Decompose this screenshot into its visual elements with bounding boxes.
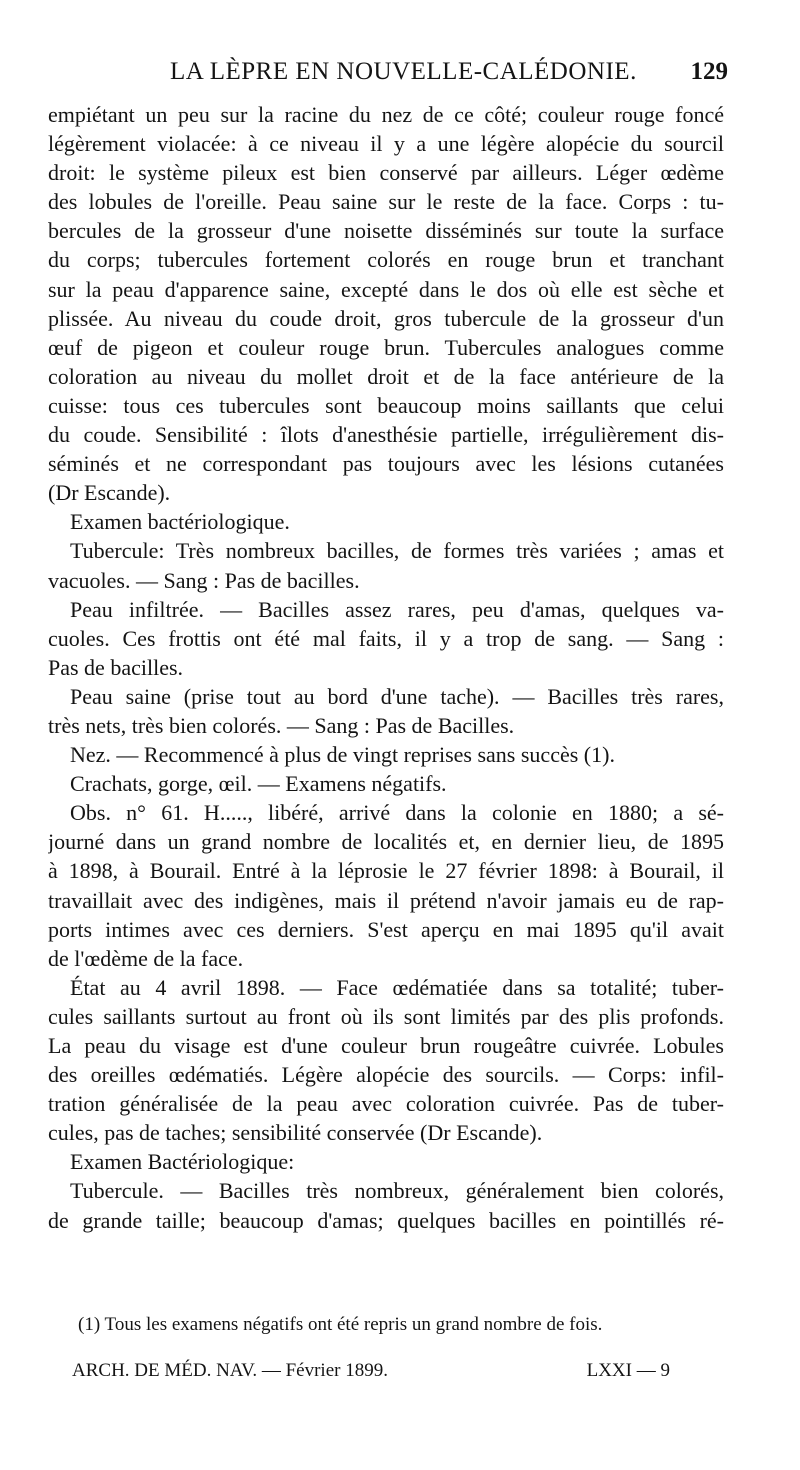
text-line: à 1898, à Bourail. Entré à la léprosie le 27 février 1898: à Bourail, il: [48, 858, 724, 884]
text-line: Peau saine (prise tout au bord d'une tache). — Bacilles très rares,: [70, 683, 724, 709]
text-line: cules saillants surtout au front où ils sont limités par des plis profonds.: [48, 1003, 724, 1029]
text-line: La peau du visage est d'une couleur brun rougeâtre cuivrée. Lobules: [48, 1033, 724, 1058]
volume-signature: LXXI — 9: [586, 1360, 670, 1381]
text-line: Examen Bactériologique:: [70, 1149, 295, 1175]
text-line: Pas de bacilles.: [48, 654, 184, 680]
text-line: droit: le système pileux est bien conservé par ailleurs. Léger œdème: [48, 160, 724, 186]
text-line: bercules de la grosseur d'une noisette disséminés sur toute la surface: [48, 218, 724, 244]
text-line: Crachats, gorge, œil. — Examens négatifs.: [70, 771, 447, 797]
running-title: LA LÈPRE EN NOUVELLE-CALÉDONIE.: [170, 58, 637, 85]
text-line: très nets, très bien colorés. — Sang : Pas de Bacilles.: [48, 712, 515, 738]
text-line: cules, pas de taches; sensibilité conservée (Dr Escande).: [48, 1120, 543, 1146]
page-number: 129: [690, 58, 728, 85]
text-line: ports intimes avec ces derniers. S'est aperçu en mai 1895 qu'il avait: [48, 916, 724, 942]
text-line: du coude. Sensibilité : îlots d'anesthésie partielle, irrégulièrement dis-: [48, 422, 724, 448]
text-line: de grande taille; beaucoup d'amas; quelques bacilles en pointillés ré-: [48, 1207, 724, 1233]
text-line: légèrement violacée: à ce niveau il y a une légère alopécie du sourcil: [48, 131, 724, 157]
text-line: Examen bactériologique.: [70, 509, 290, 535]
text-line: plissée. Au niveau du coude droit, gros tubercule de la grosseur d'un: [48, 305, 724, 331]
text-line: coloration au niveau du mollet droit et de la face antérieure de la: [48, 363, 724, 389]
text-line: du corps; tubercules fortement colorés en rouge brun et tranchant: [48, 247, 724, 273]
text-line: Peau infiltrée. — Bacilles assez rares, peu d'amas, quelques va-: [70, 596, 724, 622]
text-line: travaillait avec des indigènes, mais il prétend n'avoir jamais eu de rap-: [48, 887, 724, 913]
text-line: (Dr Escande).: [48, 480, 171, 506]
text-line: œuf de pigeon et couleur rouge brun. Tubercules analogues comme: [48, 334, 724, 360]
text-line: Nez. — Recommencé à plus de vingt reprises sans succès (1).: [70, 742, 615, 768]
text-line: des lobules de l'oreille. Peau saine sur le reste de la face. Corps : tu-: [48, 189, 724, 215]
text-line: de l'œdème de la face.: [48, 945, 244, 971]
page-header: [48, 58, 728, 98]
text-line: cuisse: tous ces tubercules sont beaucoup moins saillants que celui: [48, 392, 724, 418]
body-text: [48, 100, 724, 1235]
text-line: Tubercule: Très nombreux bacilles, de formes très variées ; amas et: [70, 538, 724, 564]
text-line: journé dans un grand nombre de localités et, en dernier lieu, de 1895: [48, 829, 724, 855]
text-line: tration généralisée de la peau avec coloration cuivrée. Pas de tuber-: [48, 1091, 724, 1117]
text-line: État au 4 avril 1898. — Face œdématiée dans sa totalité; tuber-: [70, 974, 724, 1000]
text-line: séminés et ne correspondant pas toujours avec les lésions cutanées: [48, 451, 724, 477]
text-line: empiétant un peu sur la racine du nez de ce côté; couleur rouge foncé: [48, 102, 724, 127]
footnotes: [48, 1312, 724, 1338]
text-line: des oreilles œdématiés. Légère alopécie des sourcils. — Corps: infil-: [48, 1062, 724, 1088]
journal-citation: ARCH. DE MÉD. NAV. — Février 1899.: [72, 1360, 388, 1381]
text-line: sur la peau d'apparence saine, excepté dans le dos où elle est sèche et: [48, 276, 724, 302]
text-line: Obs. n° 61. H....., libéré, arrivé dans la colonie en 1880; a sé-: [70, 800, 724, 826]
page-footer: [72, 1354, 670, 1388]
footnote: (1) Tous les examens négatifs ont été repris un grand nombre de fois.: [78, 1314, 603, 1335]
text-line: cuoles. Ces frottis ont été mal faits, il y a trop de sang. — Sang :: [48, 625, 724, 651]
text-line: vacuoles. — Sang : Pas de bacilles.: [48, 567, 360, 593]
text-line: Tubercule. — Bacilles très nombreux, généralement bien colorés,: [70, 1178, 724, 1204]
